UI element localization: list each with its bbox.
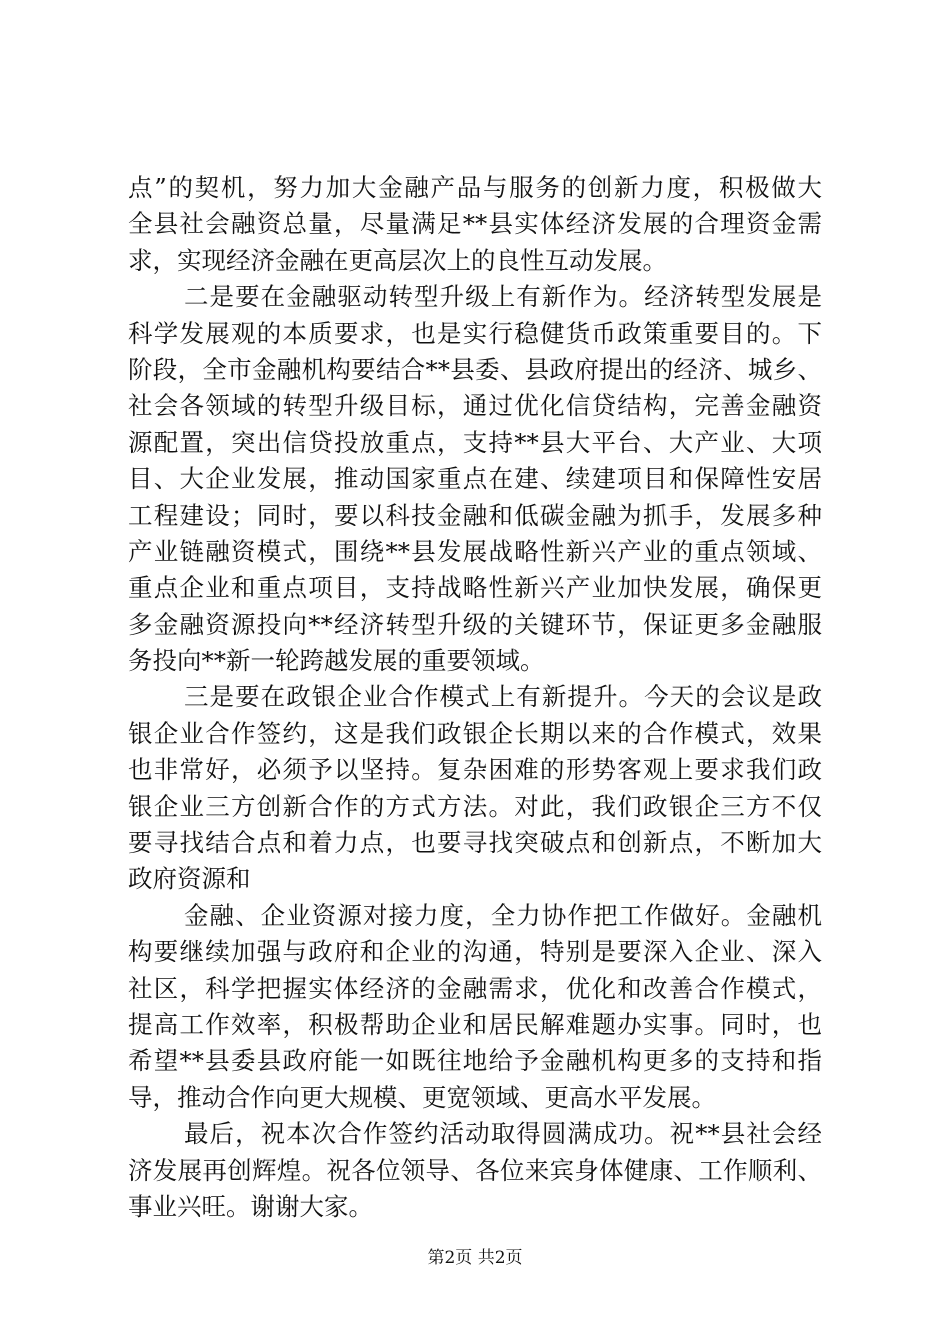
text-line: 要寻找结合点和着力点，也要寻找突破点和创新点，不断加大 xyxy=(128,828,822,858)
text-line: 阶段，全市金融机构要结合**县委、县政府提出的经济、城乡、 xyxy=(128,354,822,384)
text-line: 最后，祝本次合作签约活动取得圆满成功。祝**县社会经 xyxy=(184,1119,822,1149)
text-line: 济发展再创辉煌。祝各位领导、各位来宾身体健康、工作顺利、 xyxy=(128,1155,822,1185)
text-line: 导，推动合作向更大规模、更宽领域、更高水平发展。 xyxy=(128,1082,716,1112)
text-line: 求，实现经济金融在更高层次上的良性互动发展。 xyxy=(128,245,667,275)
text-line: 金融、企业资源对接力度，全力协作把工作做好。金融机 xyxy=(184,900,822,930)
document-body xyxy=(128,170,822,1225)
text-line: 三是要在政银企业合作模式上有新提升。今天的会议是政 xyxy=(184,682,822,712)
text-line: 务投向**新一轮跨越发展的重要领域。 xyxy=(128,646,545,676)
text-line: 产业链融资模式，围绕**县发展战略性新兴产业的重点领域、 xyxy=(128,536,822,566)
text-line: 二是要在金融驱动转型升级上有新作为。经济转型发展是 xyxy=(184,282,822,312)
text-line: 政府资源和 xyxy=(128,864,251,894)
text-line: 全县社会融资总量，尽量满足**县实体经济发展的合理资金需 xyxy=(128,209,822,239)
text-line: 提高工作效率，积极帮助企业和居民解难题办实事。同时，也 xyxy=(128,1009,822,1039)
text-line: 目、大企业发展，推动国家重点在建、续建项目和保障性安居 xyxy=(128,464,822,494)
text-line: 源配置，突出信贷投放重点，支持**县大平台、大产业、大项 xyxy=(128,427,822,457)
text-line: 社区，科学把握实体经济的金融需求，优化和改善合作模式， xyxy=(128,973,822,1003)
text-line: 社会各领域的转型升级目标，通过优化信贷结构，完善金融资 xyxy=(128,391,822,421)
text-line: 点”的契机，努力加大金融产品与服务的创新力度，积极做大 xyxy=(128,173,822,202)
text-line: 构要继续加强与政府和企业的沟通，特别是要深入企业、深入 xyxy=(128,937,822,967)
text-line: 科学发展观的本质要求，也是实行稳健货币政策重要目的。下 xyxy=(128,318,822,348)
page-number-footer: 第2页 共2页 xyxy=(427,1248,523,1268)
text-line: 事业兴旺。谢谢大家。 xyxy=(128,1191,373,1221)
text-line: 也非常好，必须予以坚持。复杂困难的形势客观上要求我们政 xyxy=(128,755,822,785)
text-line: 银企业三方创新合作的方式方法。对此，我们政银企三方不仅 xyxy=(128,791,822,821)
text-line: 银企业合作签约，这是我们政银企长期以来的合作模式，效果 xyxy=(128,718,822,748)
text-line: 重点企业和重点项目，支持战略性新兴产业加快发展，确保更 xyxy=(128,573,822,603)
text-line: 多金融资源投向**经济转型升级的关键环节，保证更多金融服 xyxy=(128,609,822,639)
text-line: 希望**县委县政府能一如既往地给予金融机构更多的支持和指 xyxy=(128,1046,822,1076)
text-line: 工程建设；同时，要以科技金融和低碳金融为抓手，发展多种 xyxy=(128,500,822,530)
